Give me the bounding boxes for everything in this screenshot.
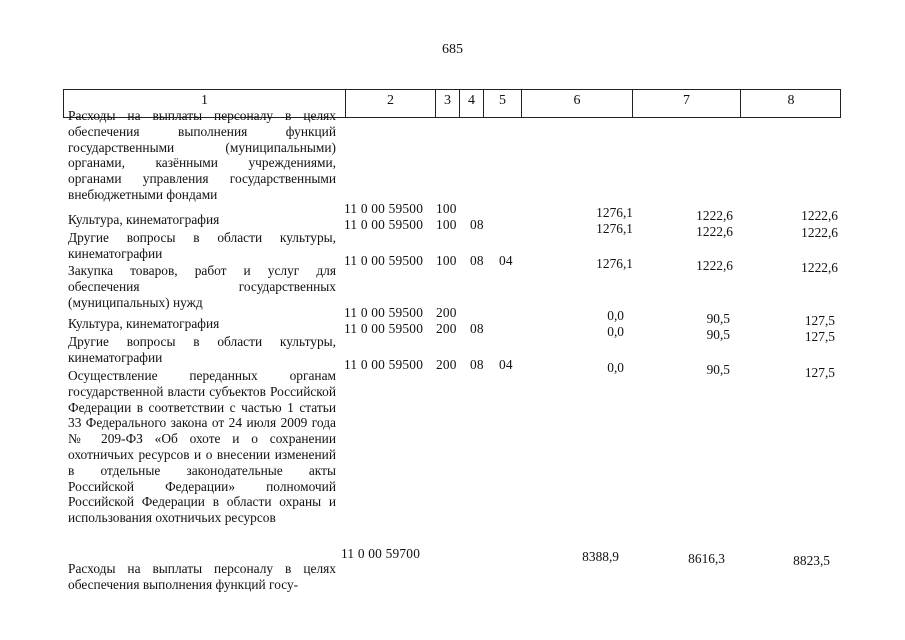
row-code: 11 0 00 59500 [344,321,424,336]
row-code: 11 0 00 59700 [341,546,421,561]
header-col-6: 6 [573,93,581,108]
row-value-8: 127,5 [804,329,835,344]
row-vr: 100 [436,217,457,232]
row-description: Культура, кинематография [68,212,220,227]
header-col-1: 1 [201,93,208,108]
row-value-8: 8823,5 [793,553,830,568]
row-description: Расходы на выплаты персоналу в целях обеспечения выполнения функций госу- [68,561,336,592]
row-pr: 04 [499,253,513,268]
row-description: Осуществление переданных органам государственной власти субъектов Российской Федерации в соответствии с частью 1 статьи 33 Федерального закона от 24 июля 2009 года № 209-ФЗ «Об охоте и о сохранении охотничьих ресурсов и о внесении изменений в отдельные законодательные акты Российской Федерации» полномочий Российской Федерации в области охраны и использования охотничьих ресурсов [68,368,336,526]
row-rz: 08 [470,217,484,232]
row-rz: 08 [470,357,484,372]
row-code: 11 0 00 59500 [344,305,424,320]
row-value-6: 0,0 [607,308,624,323]
row-code: 11 0 00 59500 [344,253,424,268]
row-value-6: 1276,1 [596,205,633,220]
page-number: 685 [442,42,463,57]
row-vr: 200 [436,305,457,320]
row-value-7: 1222,6 [696,258,733,273]
row-value-6: 0,0 [607,360,624,375]
header-col-7: 7 [683,93,690,108]
row-value-7: 1222,6 [696,208,733,223]
row-code: 11 0 00 59500 [344,357,424,372]
header-col-2: 2 [387,93,394,108]
row-value-8: 1222,6 [801,208,838,223]
row-value-7: 90,5 [706,327,730,342]
row-code: 11 0 00 59500 [344,201,424,216]
row-value-6: 1276,1 [596,256,633,271]
row-rz: 08 [470,321,484,336]
row-description: Культура, кинематография [68,316,220,331]
row-description: Закупка товаров, работ и услуг для обеспечения государственных (муниципальных) нужд [68,263,336,310]
row-vr: 200 [436,357,457,372]
header-col-8: 8 [787,93,795,108]
header-col-3: 3 [444,93,451,108]
row-description: Другие вопросы в области культуры, кинематографии [68,334,336,365]
row-vr: 100 [436,201,457,216]
row-pr: 04 [499,357,513,372]
row-description: Расходы на выплаты персоналу в целях обеспечения выполнения функций государственными (муниципальными) органами, казёнными учреждениями, органами управления государственными внебюджетными фондами [68,108,336,202]
row-value-8: 1222,6 [801,225,838,240]
row-value-6: 0,0 [607,324,624,339]
row-value-8: 127,5 [804,365,835,380]
row-description: Другие вопросы в области культуры, кинематографии [68,230,336,261]
row-vr: 100 [436,253,457,268]
row-value-7: 1222,6 [696,224,733,239]
row-value-8: 127,5 [804,313,835,328]
row-vr: 200 [436,321,457,336]
row-value-7: 90,5 [706,311,730,326]
row-value-8: 1222,6 [801,260,838,275]
header-col-5: 5 [499,93,506,108]
row-code: 11 0 00 59500 [344,217,424,232]
row-rz: 08 [470,253,484,268]
row-value-7: 8616,3 [688,551,725,566]
row-value-6: 1276,1 [596,221,633,236]
header-col-4: 4 [468,93,475,108]
row-value-6: 8388,9 [582,549,619,564]
row-value-7: 90,5 [706,362,730,377]
